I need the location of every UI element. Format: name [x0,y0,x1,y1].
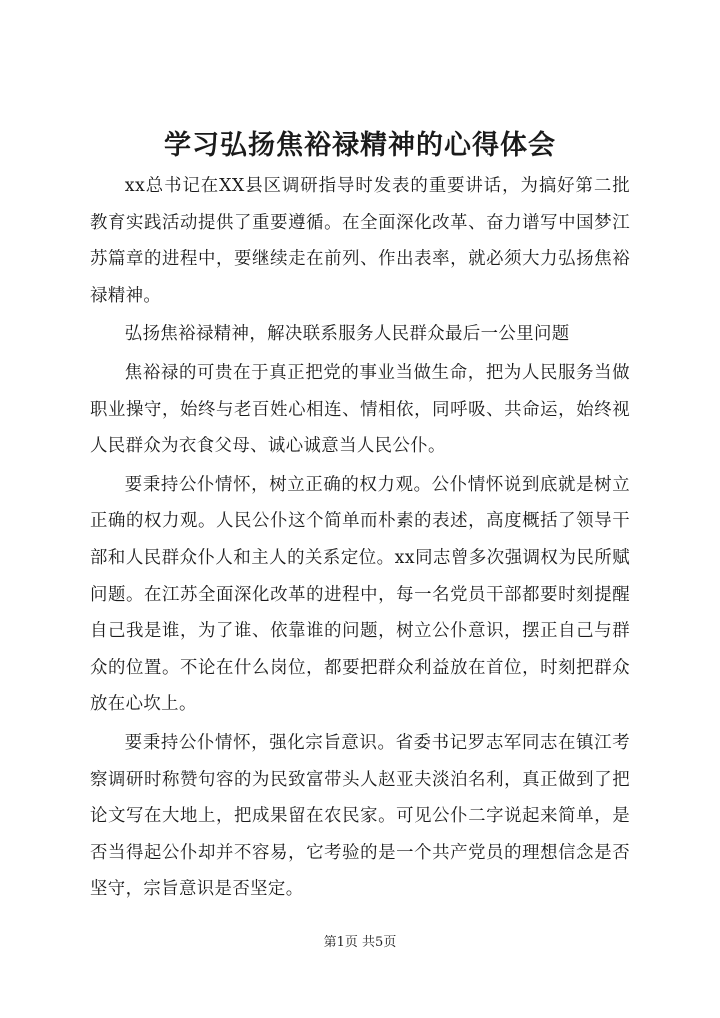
paragraph-4: 要秉持公仆情怀，树立正确的权力观。公仆情怀说到底就是树立正确的权力观。人民公仆这个简单而朴素的表述，高度概括了领导干部和人民群众仆人和主人的关系定位。xx同志曾多次强调权为民所赋问题。在江苏全面深化改革的进程中，每一名党员干部都要时刻提醒自己我是谁，为了谁、依靠谁的问题，树立公仆意识，摆正自己与群众的位置。不论在什么岗位，都要把群众利益放在首位，时刻把群众放在心坎上。 [90,474,630,715]
paragraph-1: xx总书记在XX县区调研指导时发表的重要讲话，为搞好第二批教育实践活动提供了重要遵循。在全面深化改革、奋力谱写中国梦江苏篇章的进程中，要继续走在前列、作出表率，就必须大力弘扬焦裕禄精神。 [90,176,630,306]
paragraph-3: 焦裕禄的可贵在于真正把党的事业当做生命，把为人民服务当做职业操守，始终与老百姓心相连、情相依，同呼吸、共命运，始终视人民群众为衣食父母、诚心诚意当人民公仆。 [90,362,630,457]
paragraph-5: 要秉持公仆情怀，强化宗旨意识。省委书记罗志军同志在镇江考察调研时称赞句容的为民致富带头人赵亚夫淡泊名利，真正做到了把论文写在大地上，把成果留在农民家。可见公仆二字说起来简单，是否当得起公仆却并不容易，它考验的是一个共产党员的理想信念是否坚守，宗旨意识是否坚定。 [90,732,630,900]
page-footer: 第1页 共5页 [323,935,397,950]
paragraph-2: 弘扬焦裕禄精神，解决联系服务人民群众最后一公里问题 [124,324,570,345]
document-title: 学习弘扬焦裕禄精神的心得体会 [164,130,556,161]
document-body [90,168,630,910]
